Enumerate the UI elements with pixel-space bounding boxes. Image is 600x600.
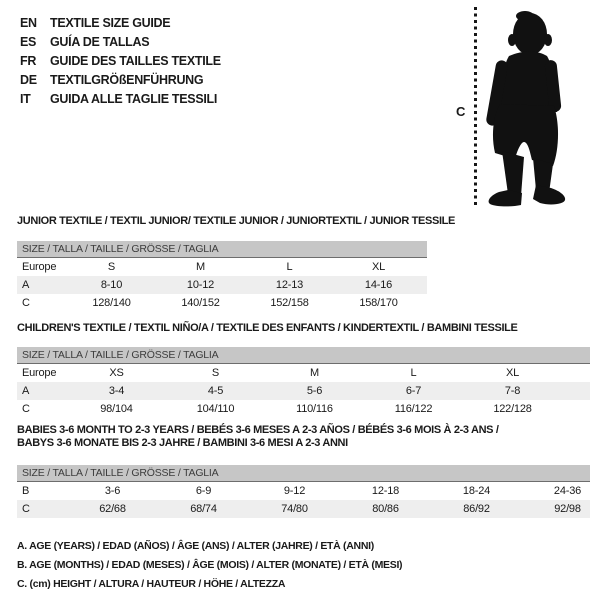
silhouette-shorts: [493, 104, 558, 166]
cell-value: 86/92: [463, 503, 490, 515]
cell-value: 12-18: [371, 485, 400, 497]
cell-value: 152/158: [270, 297, 309, 309]
cell-value: L: [410, 367, 417, 379]
silhouette-ear-left: [508, 34, 516, 46]
language-row: [20, 52, 221, 71]
row-label: C: [22, 297, 30, 309]
childrens-size-table: [17, 347, 590, 418]
row-label: Europe: [22, 367, 57, 379]
baby-silhouette-image: [485, 10, 570, 207]
cell-value: 80/86: [372, 503, 399, 515]
row-label: Europe: [22, 261, 57, 273]
cell-value: 12-13: [275, 279, 304, 291]
cell-value: 98/104: [100, 403, 133, 415]
cell-value: XS: [109, 367, 124, 379]
table-rows: [17, 482, 590, 518]
language-row: [20, 71, 221, 90]
cell-value: 7-8: [504, 385, 521, 397]
cell-value: 4-5: [207, 385, 224, 397]
cell-value: 140/152: [181, 297, 220, 309]
cell-value: M: [196, 261, 205, 273]
cell-value: 62/68: [99, 503, 126, 515]
table-row: [17, 276, 427, 294]
language-title-list: [20, 14, 221, 109]
section-title-babies-textile: [17, 424, 499, 450]
cell-value: 68/74: [190, 503, 217, 515]
cell-value: 104/110: [196, 403, 235, 415]
height-measure-dotted-line: [474, 7, 477, 205]
cell-value: 110/116: [296, 403, 333, 415]
footnote-age-years: A. AGE (YEARS) / EDAD (AÑOS) / ÂGE (ANS) / ALTER (JAHRE) / ETÀ (ANNI): [17, 540, 374, 552]
cell-value: 10-12: [186, 279, 215, 291]
table-row: [17, 400, 590, 418]
cell-value: 18-24: [462, 485, 491, 497]
cell-value: 3-6: [104, 485, 121, 497]
cell-value: S: [211, 367, 220, 379]
language-code: ES: [20, 35, 37, 49]
language-row: [20, 33, 221, 52]
language-label: GUÍA DE TALLAS: [50, 35, 150, 49]
language-code: EN: [20, 16, 37, 30]
silhouette-foot-right: [533, 185, 565, 204]
section-title-line: JUNIOR TEXTILE / TEXTIL JUNIOR/ TEXTILE JUNIOR / JUNIORTEXTIL / JUNIOR TESSILE: [17, 215, 456, 227]
language-code: DE: [20, 73, 37, 87]
section-title-line: CHILDREN'S TEXTILE / TEXTIL NIÑO/A / TEXTILE DES ENFANTS / KINDERTEXTIL / BAMBINI TESSILE: [17, 322, 518, 334]
cell-value: 116/122: [394, 403, 433, 415]
babies-size-table: [17, 465, 590, 518]
footnote-age-months: B. AGE (MONTHS) / EDAD (MESES) / ÂGE (MOIS) / ALTER (MONATE) / ETÀ (MESI): [17, 559, 403, 571]
section-title-junior-textile: [17, 215, 455, 228]
silhouette-foot-left: [489, 190, 522, 206]
cell-value: 92/98: [554, 503, 581, 515]
cell-value: L: [286, 261, 293, 273]
language-label: GUIDA ALLE TAGLIE TESSILI: [50, 92, 218, 106]
footnote-legend: [17, 537, 402, 594]
table-row: [17, 482, 590, 500]
language-code: IT: [20, 92, 31, 106]
language-row: [20, 90, 221, 109]
footnote-height-cm: C. (cm) HEIGHT / ALTURA / HAUTEUR / HÖHE / ALTEZZA: [17, 578, 286, 590]
cell-value: S: [107, 261, 116, 273]
cell-value: M: [310, 367, 319, 379]
silhouette-head: [513, 13, 547, 55]
size-header-bar: SIZE / TALLA / TAILLE / GRÖSSE / TAGLIA: [17, 241, 427, 258]
junior-size-table: [17, 241, 427, 312]
cell-value: 3-4: [108, 385, 125, 397]
table-row: [17, 294, 427, 312]
cell-value: 6-9: [195, 485, 212, 497]
silhouette-leg-left: [502, 151, 524, 196]
row-label: A: [22, 279, 30, 291]
language-label: GUIDE DES TAILLES TEXTILE: [50, 54, 221, 68]
cell-value: 158/170: [359, 297, 398, 309]
cell-value: 74/80: [281, 503, 308, 515]
cell-value: XL: [371, 261, 386, 273]
cell-value: 5-6: [306, 385, 323, 397]
table-row: [17, 382, 590, 400]
silhouette-ear-right: [544, 34, 552, 46]
cell-value: 14-16: [364, 279, 393, 291]
cell-value: 128/140: [92, 297, 131, 309]
table-rows: [17, 258, 427, 312]
table-row: [17, 364, 590, 382]
row-label: C: [22, 503, 30, 515]
section-title-line: BABIES 3-6 MONTH TO 2-3 YEARS / BEBÉS 3-6 MESES A 2-3 AÑOS / BÉBÉS 3-6 MOIS À 2-3 ANS /: [17, 424, 499, 436]
cell-value: 122/128: [493, 403, 532, 415]
size-header-bar: SIZE / TALLA / TAILLE / GRÖSSE / TAGLIA: [17, 347, 590, 364]
cell-value: 8-10: [100, 279, 123, 291]
cell-value: 6-7: [405, 385, 422, 397]
cell-value: 9-12: [283, 485, 306, 497]
table-row: [17, 500, 590, 518]
row-label: B: [22, 485, 30, 497]
section-title-line: BABYS 3-6 MONATE BIS 2-3 JAHRE / BAMBINI 3-6 MESI A 2-3 ANNI: [17, 437, 348, 449]
section-title-childrens-textile: [17, 322, 518, 335]
language-label: TEXTILGRÖßENFÜHRUNG: [50, 73, 204, 87]
language-row: [20, 14, 221, 33]
cell-value: 24-36: [553, 485, 582, 497]
size-header-bar: SIZE / TALLA / TAILLE / GRÖSSE / TAGLIA: [17, 465, 590, 482]
language-label: TEXTILE SIZE GUIDE: [50, 16, 171, 30]
language-code: FR: [20, 54, 37, 68]
cell-value: XL: [505, 367, 520, 379]
table-rows: [17, 364, 590, 418]
height-measure-label: C: [456, 104, 466, 119]
row-label: A: [22, 385, 30, 397]
table-row: [17, 258, 427, 276]
row-label: C: [22, 403, 30, 415]
